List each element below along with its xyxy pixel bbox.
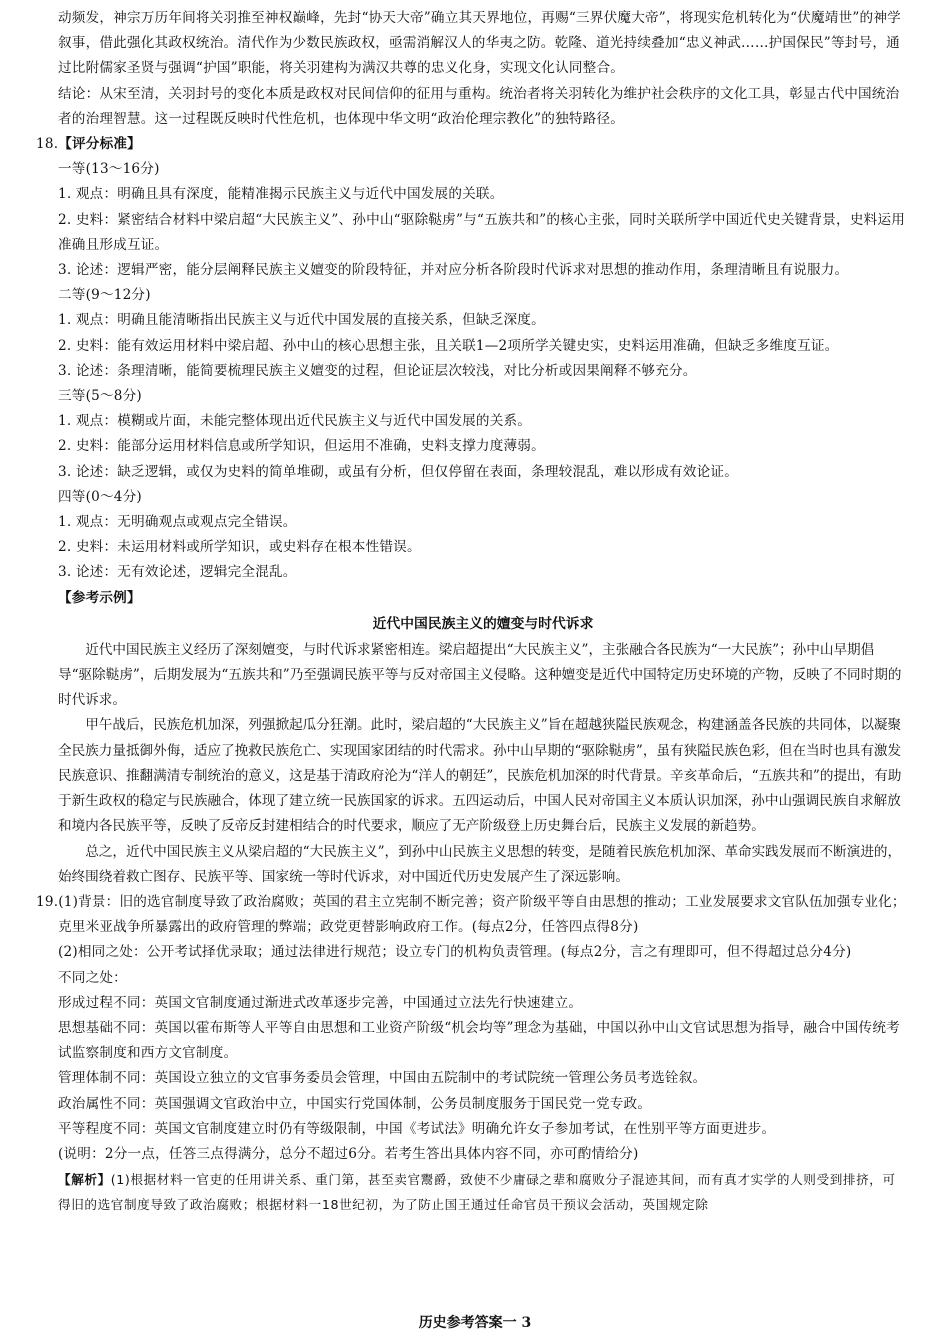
q19-differences [58,991,908,1142]
difference-item: 思想基础不同：英国以霍布斯等人平等自由思想和工业资产阶级“机会均等”理念为基础，中国以孙中山文官试思想为指导，融合中国传统考试监察制度和西方文官制度。 [58,1019,900,1062]
difference-item: 平等程度不同：英国文官制度建立时仍有等级限制，中国《考试法》明确允许女子参加考试，在性别平等方面更进步。 [58,1120,776,1137]
difference-item: 政治属性不同：英国强调文官政治中立，中国实行党国体制，公务员制度服务于国民党一党专政。 [58,1095,652,1112]
scoring-tiers [58,157,908,585]
q19-part1 [36,890,908,940]
tier-criterion: 2. 史料：能有效运用材料中梁启超、孙中山的核心思想主张，且关联1—2项所学关键史实，史料运用准确，但缺乏多维度互证。 [58,337,839,354]
essay-body [58,638,908,890]
q19-similarities: (2)相同之处：公开考试择优录取；通过法律进行规范；设立专门的机构负责管理。(每点2分，言之有理即可，但不得超过总分4分) [58,944,852,961]
difference-item: 形成过程不同：英国文官制度通过渐进式改革逐步完善，中国通过立法先行快速建立。 [58,994,583,1011]
tier-criterion: 2. 史料：能部分运用材料信息或所学知识，但运用不准确，史料支撑力度薄弱。 [58,438,545,455]
essay-paragraph: 甲午战后，民族危机加深，列强掀起瓜分狂潮。此时，梁启超的“大民族主义”旨在超越狭隘民族观念，构建涵盖各民族的共同体，以凝聚全民族力量抵御外侮，适应了挽救民族危亡、实现国家团结的时代需求。孙中山早期的“驱除鞑虏”，虽有狭隘民族色彩，但在当时也具有激发民族意识、推翻满清专制统治的意义，这是基于清政府沦为“洋人的朝廷”，民族危机加深的时代背景。辛亥革命后，“五族共和”的提出，有助于新生政权的稳定与民族融合，体现了建立统一民族国家的诉求。五四运动后，中国人民对帝国主义本质认识加深，孙中山强调民族自求解放和境内各民族平等，反映了反帝反封建相结合的时代要求，顺应了无产阶级登上历史舞台后，民族主义发展的新趋势。 [58,717,902,835]
tier-criterion: 2. 史料：未运用材料或所学知识，或史料存在根本性错误。 [58,539,421,556]
paragraph-conclusion: 结论：从宋至清，关羽封号的变化本质是政权对民间信仰的征用与重构。统治者将关羽转化为维护社会秩序的文化工具，彰显古代中国统治者的治理智慧。这一过程既反映时代性危机，也体现中华文明“政治伦理宗教化”的独特路径。 [58,85,900,127]
analysis-text: (1)根据材料一官吏的任用讲关系、重门第，甚至卖官鬻爵，致使不少庸碌之辈和腐败分子混迹其间，而有真才实学的人则受到排挤，可得旧的选官制度导致了政治腐败；根据材料一18世纪初，为了防止国王通过任命官员干预议会活动，英国规定除 [58,1172,896,1213]
tier-title: 四等(0～4分) [58,488,142,505]
essay-paragraph: 近代中国民族主义经历了深刻嬗变，与时代诉求紧密相连。梁启超提出“大民族主义”，主张融合各民族为“一大民族”；孙中山早期倡导“驱除鞑虏”，后期发展为“五族共和”乃至强调民族平等与反对帝国主义侵略。这种嬗变是近代中国特定历史环境的产物，反映了不同时期的时代诉求。 [58,641,902,709]
q19-number: 19. [36,893,59,910]
q19-note: (说明：2分一点，任答三点得满分，总分不超过6分。若考生答出具体内容不同，亦可酌情给分) [58,1145,639,1162]
tier-criterion: 2. 史料：紧密结合材料中梁启超“大民族主义”、孙中山“驱除鞑虏”与“五族共和”的核心主张，同时关联所学中国近代史关键背景，史料运用准确且形成互证。 [58,211,906,253]
tier-criterion: 1. 观点：明确且具有深度，能精准揭示民族主义与近代中国发展的关联。 [58,186,504,203]
tier-criterion: 1. 观点：模糊或片面，未能完整体现出近代民族主义与近代中国发展的关系。 [58,413,532,430]
tier-criterion: 1. 观点：无明确观点或观点完全错误。 [58,514,297,531]
q18-number: 18. [36,136,59,153]
tier-title: 三等(5～8分) [58,388,142,405]
tier-criterion: 3. 论述：缺乏逻辑，或仅为史料的简单堆砌，或虽有分析，但仅停留在表面，条理较混乱，难以形成有效论证。 [58,463,738,480]
tier-criterion: 3. 论述：无有效论述，逻辑完全混乱。 [58,564,297,581]
tier-title: 一等(13～16分) [58,161,160,178]
q19-differences-label: 不同之处： [58,969,127,986]
tier-criterion: 1. 观点：明确且能清晰指出民族主义与近代中国发展的直接关系，但缺乏深度。 [58,312,545,329]
analysis-label: 【解析】 [58,1172,111,1188]
tier-criterion: 3. 论述：逻辑严密，能分层阐释民族主义嬗变的阶段特征，并对应分析各阶段时代诉求对思想的推动作用，条理清晰且有说服力。 [58,262,849,279]
tier-criterion: 3. 论述：条理清晰，能简要梳理民族主义嬗变的过程，但论证层次较浅，对比分析或因果阐释不够充分。 [58,362,697,379]
scoring-standard-label: 【评分标准】 [58,136,141,153]
difference-item: 管理体制不同：英国设立独立的文官事务委员会管理，中国由五院制中的考试院统一管理公务员考选铨叙。 [58,1070,707,1087]
paragraph-top-1: 动频发，神宗万历年间将关羽推至神权巅峰，先封“协天大帝”确立其天界地位，再赐“三界伏魔大帝”，将现实危机转化为“伏魔靖世”的神学叙事，借此强化其政权统治。清代作为少数民族政权，亟需消解汉人的华夷之防。乾隆、道光持续叠加“忠义神武……护国保民”等封号，通过比附儒家圣贤与强调“护国”职能，将关羽建构为满汉共尊的忠义化身，实现文化认同整合。 [58,10,901,77]
analysis-paragraph [58,1167,908,1217]
tier-title: 二等(9～12分) [58,287,151,304]
q19-background: (1)背景：旧的选官制度导致了政治腐败；英国的君主立宪制不断完善；资产阶级平等自由思想的推动；工业发展要求文官队伍加强专业化；克里米亚战争所暴露出的政府管理的弊端；政党更替影响政府工作。(每点2分，任答四点得8分) [58,893,906,936]
essay-title: 近代中国民族主义的嬗变与时代诉求 [372,615,594,632]
q18-header [36,132,908,157]
reference-example-label: 【参考示例】 [58,589,141,606]
page-footer: 历史参考答案一 3 [418,1315,532,1331]
essay-paragraph: 总之，近代中国民族主义从梁启超的“大民族主义”，到孙中山民族主义思想的转变，是随着民族危机加深、革命实践发展而不断演进的，始终围绕着救亡图存、民族平等、国家统一等时代诉求，对中国近代历史发展产生了深远影响。 [58,843,902,885]
